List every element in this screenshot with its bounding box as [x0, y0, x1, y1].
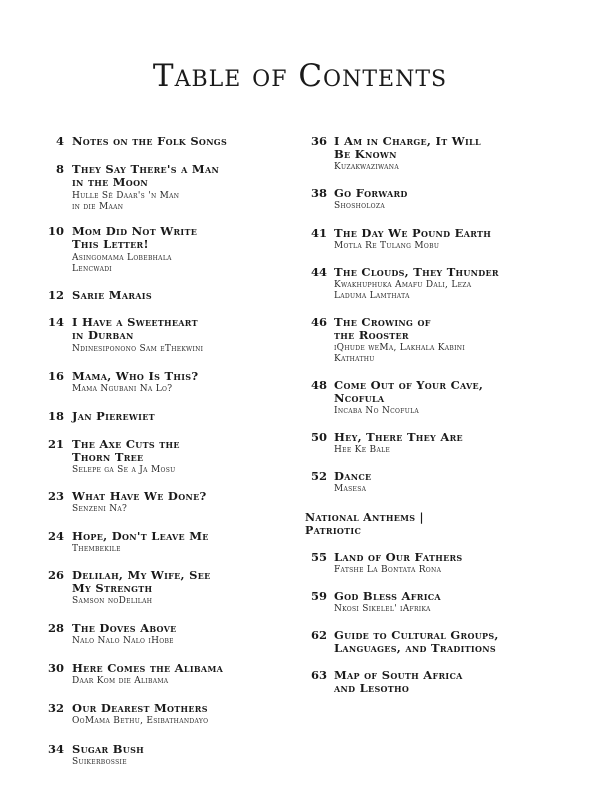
- entry-subtitle: Selepe ga Se a Ja Mosu: [72, 465, 176, 475]
- toc-entry: [45, 490, 300, 515]
- entry-subtitle: Incaba No Ncofula: [334, 406, 420, 416]
- page-number: 26: [47, 568, 64, 582]
- entry-title: Notes on the Folk Songs: [72, 134, 228, 148]
- entry-title: Here Comes the Alibama: [72, 661, 224, 675]
- toc-entry: [45, 135, 300, 148]
- page-number: 41: [310, 226, 327, 240]
- toc-entry: [45, 370, 300, 395]
- entry-title: Guide to Cultural Groups, Languages, and Traditions: [334, 628, 499, 655]
- page-number: 10: [47, 224, 64, 238]
- page-number: 59: [310, 589, 327, 603]
- page-number: 8: [55, 162, 64, 176]
- entry-subtitle: Fatshe La Bontata Rona: [334, 565, 442, 575]
- page-number: 23: [47, 489, 64, 503]
- page-number: 32: [47, 701, 64, 715]
- toc-entry: [305, 669, 595, 695]
- toc-entry: [45, 410, 300, 423]
- entry-title: I Have a Sweetheart in Durban: [72, 315, 198, 342]
- entry-title: Sugar Bush: [72, 742, 145, 756]
- entry-title: Mom Did Not Write This Letter!: [72, 224, 198, 251]
- entry-title: The Axe Cuts the Thorn Tree: [72, 437, 180, 464]
- toc-entry: [45, 438, 300, 476]
- entry-title: God Bless Africa: [334, 589, 441, 603]
- toc-right-column: [305, 135, 595, 695]
- page-number: 55: [310, 550, 327, 564]
- page-number: 36: [310, 134, 327, 148]
- toc-entry: [305, 227, 595, 252]
- page-number: 21: [47, 437, 64, 451]
- toc-entry: [45, 225, 300, 275]
- toc-entry: [305, 629, 595, 655]
- entry-subtitle: Masesa: [334, 484, 367, 494]
- toc-entry: [45, 662, 300, 687]
- toc-entry: [305, 551, 595, 576]
- page-number: 48: [310, 378, 327, 392]
- toc-entry: [45, 530, 300, 555]
- page-number: 52: [310, 469, 327, 483]
- toc-entry: [305, 316, 595, 365]
- entry-title: Hey, There They Are: [334, 430, 463, 444]
- section-heading: National Anthems | Patriotic: [305, 511, 424, 537]
- entry-title: Dance: [334, 469, 372, 483]
- entry-title: Mama, Who Is This?: [72, 369, 199, 383]
- entry-subtitle: Senzeni Na?: [72, 504, 128, 514]
- page-number: 63: [310, 668, 327, 682]
- entry-title: They Say There's a Man in the Moon: [72, 162, 220, 189]
- toc-entry: [305, 379, 595, 417]
- entry-title: Land of Our Fathers: [334, 550, 463, 564]
- entry-title: Our Dearest Mothers: [72, 701, 208, 715]
- toc-entry: [45, 569, 300, 607]
- toc-entry: [45, 316, 300, 355]
- toc-entry: [45, 743, 300, 768]
- entry-title: Map of South Africa and Lesotho: [334, 668, 463, 695]
- entry-title: The Doves Above: [72, 621, 177, 635]
- toc-entry: [305, 431, 595, 456]
- entry-title: The Day We Pound Earth: [334, 226, 492, 240]
- page-number: 18: [47, 409, 64, 423]
- page-number: 44: [310, 265, 327, 279]
- entry-title: Hope, Don't Leave Me: [72, 529, 209, 543]
- entry-subtitle: Nkosi Sikelel' iAfrika: [334, 604, 431, 614]
- toc-entry: [45, 622, 300, 647]
- entry-subtitle: Daar Kom die Alibama: [72, 676, 169, 686]
- entry-subtitle: Kwakhuphuka Amafu Dali, Leza Laduma Lamthata: [334, 280, 472, 301]
- toc-entry: [305, 187, 595, 212]
- page-number: 34: [47, 742, 64, 756]
- entry-title: What Have We Done?: [72, 489, 207, 503]
- entry-title: The Crowing of the Rooster: [334, 315, 431, 342]
- entry-subtitle: Nalo Nalo Nalo iHobe: [72, 636, 174, 646]
- toc-entry: [305, 135, 595, 173]
- page-title: Table of Contents: [152, 58, 448, 94]
- entry-subtitle: Mama Ngubani Na Lo?: [72, 384, 173, 394]
- page-number: 46: [310, 315, 327, 329]
- entry-subtitle: iQhude weMa, Lakhala Kabini Kathathu: [334, 343, 465, 364]
- entry-subtitle: Asingomama Lobebhala Lencwadi: [72, 253, 172, 274]
- entry-title: Come Out of Your Cave, Ncofula: [334, 378, 484, 405]
- entry-title: The Clouds, They Thunder: [334, 265, 499, 279]
- entry-title: Go Forward: [334, 186, 408, 200]
- page-number: 38: [310, 186, 327, 200]
- entry-subtitle: Kuzakwaziwana: [334, 162, 399, 172]
- toc-entry: [305, 590, 595, 615]
- toc-entry: [45, 163, 300, 213]
- entry-subtitle: OoMama Bethu, Esibathandayo: [72, 716, 209, 726]
- page-number: 14: [47, 315, 64, 329]
- page-number: 12: [47, 288, 64, 302]
- entry-title: I Am in Charge, It Will Be Known: [334, 134, 481, 161]
- toc-entry: [305, 266, 595, 302]
- entry-subtitle: Samson noDelilah: [72, 596, 153, 606]
- entry-title: Delilah, My Wife, See My Strength: [72, 568, 211, 595]
- entry-subtitle: Ndinesiponono Sam eThekwini: [72, 344, 204, 354]
- page-number: 30: [47, 661, 64, 675]
- toc-entry: [305, 470, 595, 495]
- page-number: 4: [55, 134, 64, 148]
- page-number: 16: [47, 369, 64, 383]
- entry-subtitle: Thembekile: [72, 544, 121, 554]
- toc-left-column: [45, 135, 300, 768]
- entry-subtitle: Shosholoza: [334, 201, 385, 211]
- toc-entry: [45, 289, 300, 302]
- entry-title: Jan Pierewiet: [72, 409, 155, 423]
- page-number: 50: [310, 430, 327, 444]
- entry-subtitle: Motla Re Tulang Mobu: [334, 241, 440, 251]
- entry-title: Sarie Marais: [72, 288, 152, 302]
- toc-entry: [45, 702, 300, 727]
- entry-subtitle: Suikerbossie: [72, 757, 127, 767]
- page-number: 24: [47, 529, 64, 543]
- page-number: 62: [310, 628, 327, 642]
- page-number: 28: [47, 621, 64, 635]
- entry-subtitle: Hee Ke Bale: [334, 445, 391, 455]
- entry-subtitle: Hulle Sê Daar's 'n Man in die Maan: [72, 191, 180, 212]
